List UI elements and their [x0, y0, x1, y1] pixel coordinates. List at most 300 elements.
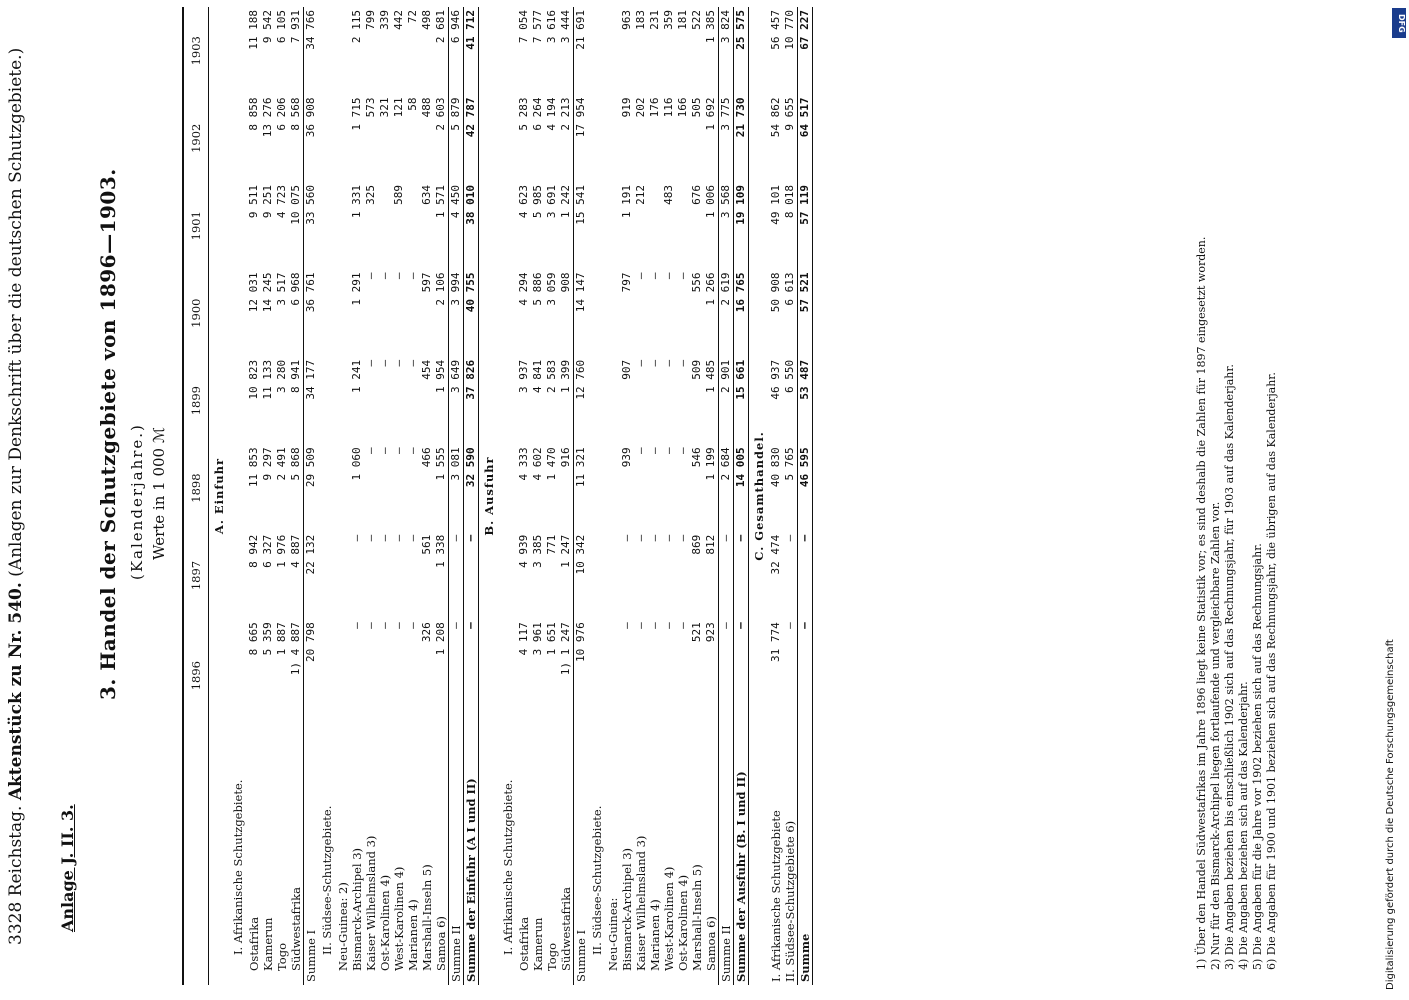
value-cell: 4 194: [545, 97, 558, 131]
value-cell: 869: [690, 534, 703, 555]
value-cell: 509: [690, 359, 703, 380]
value-cell: 12 031: [247, 272, 260, 313]
value-cell: 5 886: [531, 272, 544, 306]
value-cell: 53 487: [798, 357, 813, 444]
value-cell: 2 491: [275, 447, 288, 481]
total-row: [798, 7, 813, 985]
value-cell: 4 623: [517, 184, 530, 219]
value-cell: [336, 619, 350, 732]
value-cell: [378, 182, 392, 269]
value-cell: 3 280: [275, 359, 288, 394]
value-cell: 38 010: [464, 182, 479, 269]
table-row: [662, 7, 676, 985]
digitization-credit: Digitalisierung gefördert durch die Deutsche Forschungsgemeinschaft: [1385, 639, 1396, 990]
dfg-logo: DFG: [1392, 8, 1406, 38]
value-cell: 3 994: [449, 269, 464, 356]
value-cell: 1 006: [704, 184, 717, 219]
value-cell: —: [620, 534, 633, 542]
value-cell: 8 858: [247, 97, 260, 131]
value-cell: 7 577: [531, 10, 544, 44]
footnotes: [1195, 10, 1279, 970]
value-cell: 1 485: [704, 359, 717, 394]
value-cell: [606, 7, 620, 95]
value-cell: 522: [690, 10, 703, 30]
value-cell: —: [719, 532, 734, 619]
value-cell: 3 568: [719, 182, 734, 269]
value-cell: 907: [620, 359, 633, 380]
value-cell: 1 208: [434, 622, 447, 656]
value-cell: 11 133: [261, 359, 274, 400]
value-cell: 466: [420, 447, 433, 468]
section-heading: B. Ausfuhr: [482, 456, 496, 536]
value-cell: 2 583: [545, 359, 558, 394]
value-cell: 939: [620, 447, 633, 468]
value-cell: —: [406, 272, 419, 280]
value-cell: [676, 182, 690, 269]
total-row: [464, 7, 479, 985]
row-label: Kaiser Wilhelmsland 3): [634, 835, 648, 971]
value-cell: —: [464, 532, 479, 619]
value-cell: —: [364, 447, 377, 454]
value-cell: 121: [392, 97, 405, 118]
value-cell: 57 521: [798, 269, 813, 356]
value-cell: —: [676, 359, 689, 367]
value-cell: —: [392, 272, 405, 280]
row-label: Neu-Guinea: 2): [336, 882, 350, 971]
table-row: [783, 7, 798, 985]
value-cell: 6 550: [783, 359, 796, 394]
value-cell: 4 939: [517, 534, 530, 568]
value-cell: 498: [420, 10, 433, 30]
value-cell: 1 715: [350, 97, 363, 131]
page-header: [6, 5, 26, 945]
header-blank: [183, 732, 209, 985]
value-cell: —: [378, 359, 391, 367]
value-cell: 1 291: [350, 272, 363, 306]
row-label: Samoa 6): [434, 916, 448, 971]
value-cell: 15 541: [574, 182, 589, 269]
value-cell: 963: [620, 10, 633, 30]
value-cell: 176: [648, 97, 661, 118]
value-cell: 14 147: [574, 269, 589, 356]
row-label: Samoa 6): [704, 916, 718, 971]
value-cell: 321: [378, 97, 391, 118]
value-cell: 16 765: [734, 269, 749, 356]
value-cell: —: [634, 622, 647, 629]
value-cell: 10 823: [247, 359, 260, 400]
value-cell: 1 199: [704, 447, 717, 481]
value-cell: 505: [690, 97, 703, 118]
value-cell: 2 603: [434, 97, 447, 131]
table-row: [648, 7, 662, 985]
value-cell: 771: [545, 534, 558, 555]
trade-table: [182, 7, 813, 985]
table-row: [420, 7, 434, 985]
footnote: 5) Die Angaben für die Jahre vor 1902 beziehen sich auf das Rechnungsjahr.: [1251, 543, 1264, 970]
value-cell: 2 115: [350, 10, 363, 44]
value-cell: 10 075: [289, 184, 302, 225]
value-cell: —: [392, 359, 405, 367]
value-cell: 2 213: [559, 97, 572, 131]
value-cell: 15 661: [734, 357, 749, 444]
table-row: [606, 7, 620, 985]
value-cell: 40 830: [769, 447, 782, 488]
value-cell: —: [364, 622, 377, 629]
value-cell: 6 206: [275, 97, 288, 131]
group-heading-row: [499, 7, 517, 985]
value-cell: 72: [406, 10, 419, 24]
value-cell: 32 474: [769, 534, 782, 575]
value-cell: 1 241: [350, 359, 363, 394]
row-label: Südwestafrika: [289, 887, 303, 971]
total-row: [734, 7, 749, 985]
row-label: Marshall-Inseln 5): [420, 864, 434, 971]
table-row: [545, 7, 559, 985]
value-cell: —: [620, 622, 633, 629]
value-cell: 556: [690, 272, 703, 293]
value-cell: 32 590: [464, 444, 479, 531]
value-cell: 42 787: [464, 95, 479, 182]
value-cell: 546: [690, 447, 703, 468]
value-cell: 1) 1 247: [559, 622, 572, 676]
value-cell: 34 766: [304, 7, 319, 95]
units-subtitle: Werte in 1 000 ℳ: [150, 427, 168, 560]
value-cell: 919: [620, 97, 633, 118]
value-cell: 4 887: [289, 534, 302, 568]
value-cell: 1 555: [434, 447, 447, 481]
value-cell: 4 450: [449, 182, 464, 269]
row-label: I. Afrikanische Schutzgebiete: [769, 810, 783, 982]
value-cell: 29 509: [304, 444, 319, 531]
value-cell: —: [392, 622, 405, 629]
value-cell: 3 081: [449, 444, 464, 531]
value-cell: 22 132: [304, 532, 319, 619]
value-cell: 1 331: [350, 184, 363, 219]
table-row: [531, 7, 545, 985]
value-cell: 2 619: [719, 269, 734, 356]
value-cell: [336, 444, 350, 531]
value-cell: —: [648, 447, 661, 454]
value-cell: —: [662, 359, 675, 367]
value-cell: 56 457: [769, 10, 782, 50]
anlage-label: Anlage J. II. 3.: [58, 804, 77, 932]
value-cell: —: [392, 534, 405, 542]
value-cell: 5 283: [517, 97, 530, 131]
value-cell: 1) 4 887: [289, 622, 302, 676]
value-cell: —: [676, 272, 689, 280]
value-cell: —: [734, 532, 749, 619]
value-cell: 3 444: [559, 10, 572, 44]
publication: Reichstag.: [6, 805, 26, 897]
table-row: [406, 7, 420, 985]
footnote: 2) Nur für den Bismarck-Archipel liegen fortlaufende und vergleichbare Zahlen vor.: [1209, 501, 1222, 970]
value-cell: 54 862: [769, 97, 782, 138]
value-cell: [336, 95, 350, 182]
row-label: I. Afrikanische Schutzgebiete.: [231, 779, 245, 955]
value-cell: [336, 7, 350, 95]
value-cell: 1 692: [704, 97, 717, 131]
year-header: 1896: [183, 619, 209, 732]
value-cell: 1 470: [545, 447, 558, 481]
table-row: [704, 7, 719, 985]
value-cell: [406, 182, 420, 269]
value-cell: 3 937: [517, 359, 530, 394]
sum-row: [574, 7, 589, 985]
value-cell: 8 941: [289, 359, 302, 394]
value-cell: —: [350, 622, 363, 629]
value-cell: [336, 269, 350, 356]
value-cell: 3 517: [275, 272, 288, 306]
value-cell: 797: [620, 272, 633, 293]
row-label: Bismarck-Archipel 3): [350, 847, 364, 971]
value-cell: 5 765: [783, 447, 796, 481]
value-cell: 36 761: [304, 269, 319, 356]
row-label: Marianen 4): [406, 899, 420, 971]
footnote: 4) Die Angaben beziehen sich auf das Kalenderjahr.: [1237, 681, 1250, 970]
row-label: Ost-Karolinen 4): [378, 874, 392, 971]
value-cell: —: [464, 619, 479, 732]
row-label: Summe I: [574, 732, 589, 985]
row-label: Summe II: [449, 732, 464, 985]
value-cell: 2 901: [719, 357, 734, 444]
row-label: Marianen 4): [648, 899, 662, 971]
table-row: [289, 7, 304, 985]
group-heading-row: [588, 7, 606, 985]
value-cell: —: [662, 622, 675, 629]
value-cell: 8 665: [247, 622, 260, 656]
value-cell: —: [648, 272, 661, 280]
value-cell: 8 568: [289, 97, 302, 131]
value-cell: 7 054: [517, 10, 530, 44]
value-cell: 212: [634, 184, 647, 205]
value-cell: 1 247: [559, 534, 572, 568]
row-label: Summe der Einfuhr (A I und II): [464, 732, 479, 985]
value-cell: 9 251: [261, 184, 274, 219]
row-label: Summe: [798, 732, 813, 985]
table-row: [769, 7, 783, 985]
row-label: Kamerun: [261, 917, 275, 971]
value-cell: 916: [559, 447, 572, 468]
value-cell: —: [392, 447, 405, 454]
value-cell: [606, 269, 620, 356]
value-cell: 17 954: [574, 95, 589, 182]
value-cell: 442: [392, 10, 405, 30]
sum-row: [449, 7, 464, 985]
value-cell: 181: [676, 10, 689, 30]
row-label: II. Südsee-Schutzgebiete.: [590, 805, 604, 955]
value-cell: 5 879: [449, 95, 464, 182]
value-cell: 4 333: [517, 447, 530, 481]
value-cell: 5 985: [531, 184, 544, 219]
value-cell: 3 649: [449, 357, 464, 444]
value-cell: 6 264: [531, 97, 544, 131]
value-cell: 1 385: [704, 10, 717, 44]
value-cell: 46 595: [798, 444, 813, 531]
table-row: [247, 7, 261, 985]
row-label: I. Afrikanische Schutzgebiete.: [501, 779, 515, 955]
row-label: Ostafrika: [517, 916, 531, 971]
value-cell: 36 908: [304, 95, 319, 182]
table-row: [392, 7, 406, 985]
value-cell: 483: [662, 184, 675, 205]
value-cell: 166: [676, 97, 689, 118]
value-cell: 8 942: [247, 534, 260, 568]
header-subject: (Anlagen zur Denkschrift über die deutschen Schutzgebiete.): [6, 47, 26, 577]
value-cell: 3 616: [545, 10, 558, 44]
value-cell: —: [798, 532, 813, 619]
value-cell: 9 655: [783, 97, 796, 131]
value-cell: 3 824: [719, 7, 734, 95]
value-cell: 14 005: [734, 444, 749, 531]
value-cell: 573: [364, 97, 377, 118]
value-cell: 3 059: [545, 272, 558, 306]
value-cell: —: [406, 359, 419, 367]
value-cell: 3 691: [545, 184, 558, 219]
value-cell: 12 760: [574, 357, 589, 444]
value-cell: 25 575: [734, 7, 749, 95]
value-cell: 597: [420, 272, 433, 293]
page-subtitle: (Kalenderjahre.): [128, 423, 146, 580]
row-label: Summe I: [304, 732, 319, 985]
value-cell: 6 105: [275, 10, 288, 44]
value-cell: 4 602: [531, 447, 544, 481]
table-row: [275, 7, 289, 985]
value-cell: —: [648, 622, 661, 629]
value-cell: 2 106: [434, 272, 447, 306]
value-cell: 1 399: [559, 359, 572, 394]
value-cell: [336, 182, 350, 269]
value-cell: 634: [420, 184, 433, 205]
value-cell: —: [648, 534, 661, 542]
value-cell: 676: [690, 184, 703, 205]
footnote: 1) Über den Handel Südwestafrikas im Jahre 1896 liegt keine Statistik vor; es sind deshalb die Zahlen für 1897 eingesetzt worden.: [1195, 236, 1208, 970]
value-cell: 4 117: [517, 622, 530, 656]
value-cell: 9 297: [261, 447, 274, 481]
sum-row: [719, 7, 734, 985]
value-cell: 31 774: [769, 622, 782, 662]
value-cell: —: [406, 622, 419, 629]
group-heading-row: [318, 7, 336, 985]
value-cell: 923: [704, 622, 717, 643]
value-cell: 202: [634, 97, 647, 118]
table-row: [261, 7, 275, 985]
row-label: Togo: [545, 943, 559, 971]
group-heading-row: [229, 7, 247, 985]
akt-label: Aktenstück zu Nr. 540.: [6, 582, 26, 801]
year-header-row: [183, 7, 209, 985]
value-cell: [336, 357, 350, 444]
value-cell: 1 651: [545, 622, 558, 656]
value-cell: 11 188: [247, 10, 260, 50]
value-cell: —: [350, 534, 363, 542]
value-cell: —: [783, 622, 796, 629]
value-cell: 21 730: [734, 95, 749, 182]
value-cell: 9 542: [261, 10, 274, 44]
value-cell: 6 327: [261, 534, 274, 568]
value-cell: —: [406, 447, 419, 454]
value-cell: —: [378, 272, 391, 280]
value-cell: 57 119: [798, 182, 813, 269]
value-cell: 67 227: [798, 7, 813, 95]
table-row: [676, 7, 690, 985]
value-cell: 183: [634, 10, 647, 30]
value-cell: 1 060: [350, 447, 363, 481]
value-cell: 13 276: [261, 97, 274, 138]
value-cell: 326: [420, 622, 433, 643]
value-cell: —: [662, 272, 675, 280]
value-cell: 46 937: [769, 359, 782, 400]
value-cell: 2 681: [434, 10, 447, 44]
year-header: 1900: [183, 269, 209, 356]
value-cell: —: [676, 447, 689, 454]
row-label: Ostafrika: [247, 916, 261, 971]
value-cell: 1 338: [434, 534, 447, 568]
value-cell: 64 517: [798, 95, 813, 182]
sum-row: [304, 7, 319, 985]
value-cell: 19 109: [734, 182, 749, 269]
value-cell: 561: [420, 534, 433, 555]
row-label: Togo: [275, 943, 289, 971]
value-cell: —: [634, 447, 647, 454]
row-label: West-Karolinen 4): [392, 866, 406, 971]
footnote: 6) Die Angaben für 1900 und 1901 beziehen sich auf das Rechnungsjahr, die übrigen auf das Kalenderjahr.: [1265, 372, 1278, 970]
value-cell: —: [449, 619, 464, 732]
table-row: [336, 7, 350, 985]
row-label: Südwestafrika: [559, 887, 573, 971]
value-cell: —: [662, 447, 675, 454]
value-cell: [606, 619, 620, 732]
value-cell: —: [364, 534, 377, 542]
table-row: [378, 7, 392, 985]
value-cell: 3 775: [719, 95, 734, 182]
page-number: 3328: [6, 901, 26, 945]
value-cell: 7 931: [289, 10, 302, 44]
row-label: West-Karolinen 4): [662, 866, 676, 971]
year-header: 1901: [183, 182, 209, 269]
row-label: Marshall-Inseln 5): [690, 864, 704, 971]
value-cell: 488: [420, 97, 433, 118]
value-cell: 6 968: [289, 272, 302, 306]
year-header: 1903: [183, 7, 209, 95]
value-cell: 3 385: [531, 534, 544, 568]
value-cell: —: [634, 272, 647, 280]
section-heading-row: [209, 7, 230, 985]
year-header: 1899: [183, 357, 209, 444]
value-cell: 1 191: [620, 184, 633, 219]
value-cell: 231: [648, 10, 661, 30]
value-cell: 325: [364, 184, 377, 205]
value-cell: 8 018: [783, 184, 796, 219]
year-header: 1902: [183, 95, 209, 182]
value-cell: —: [378, 447, 391, 454]
value-cell: —: [364, 272, 377, 280]
value-cell: —: [634, 359, 647, 367]
value-cell: 10 976: [574, 619, 589, 732]
value-cell: 21 691: [574, 7, 589, 95]
value-cell: —: [662, 534, 675, 542]
value-cell: —: [676, 622, 689, 629]
value-cell: —: [634, 534, 647, 542]
value-cell: —: [783, 534, 796, 542]
value-cell: [606, 182, 620, 269]
value-cell: 1 954: [434, 359, 447, 394]
value-cell: 4 841: [531, 359, 544, 394]
value-cell: 34 177: [304, 357, 319, 444]
value-cell: —: [406, 534, 419, 542]
section-heading: A. Einfuhr: [212, 457, 226, 535]
value-cell: —: [364, 359, 377, 367]
value-cell: 58: [406, 97, 419, 111]
